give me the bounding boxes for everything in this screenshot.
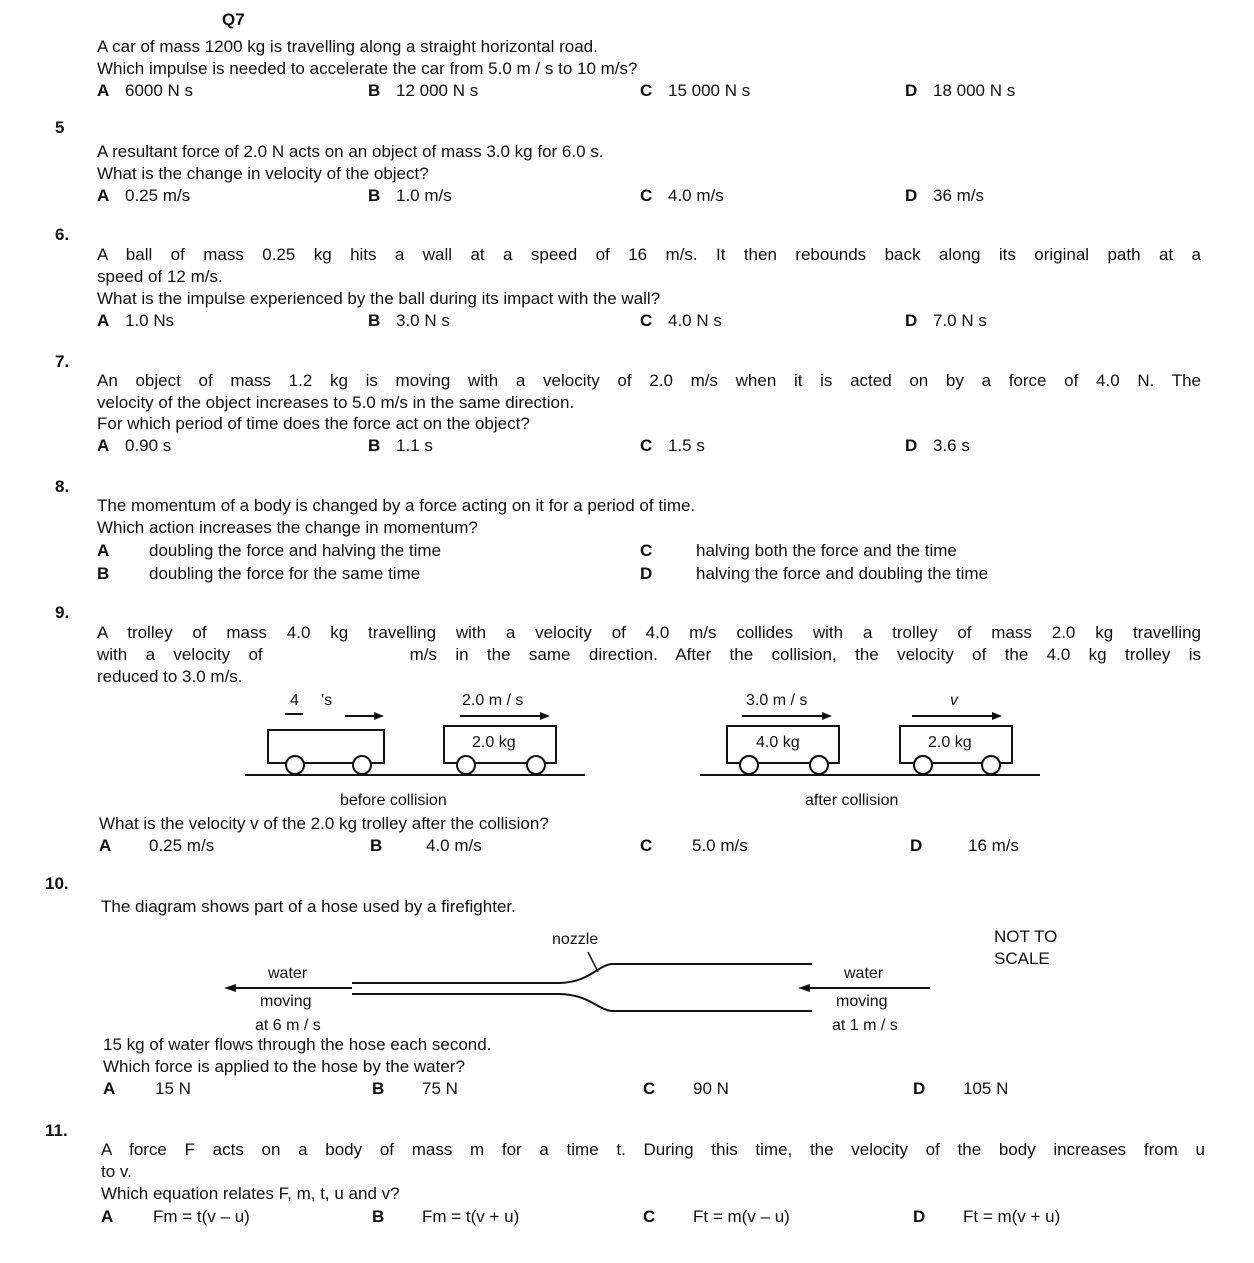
- question-number: 7.: [55, 352, 70, 371]
- option-letter: A: [97, 186, 110, 205]
- hose-upper-wall: [352, 964, 812, 983]
- trolley-4kg-before: [268, 730, 384, 763]
- wheel: [810, 756, 828, 774]
- wheel: [914, 756, 932, 774]
- option-text: doubling the force and halving the time: [149, 541, 442, 560]
- question-number: 8.: [55, 477, 70, 496]
- option-letter: C: [640, 541, 653, 560]
- nozzle-label: nozzle: [552, 931, 599, 948]
- option-text: 7.0 N s: [933, 311, 987, 330]
- scale-note-line2: SCALE: [994, 949, 1050, 968]
- left-flow-label-2: moving: [260, 993, 312, 1010]
- wheel: [457, 756, 475, 774]
- question-text: The diagram shows part of a hose used by a firefighter.: [101, 897, 516, 916]
- option-text: 4.0 m/s: [668, 186, 724, 205]
- option-text: 18 000 N s: [933, 81, 1016, 100]
- question-text: 15 kg of water flows through the hose each second.: [103, 1035, 492, 1054]
- question-text: Which impulse is needed to accelerate the car from 5.0 m / s to 10 m/s?: [97, 59, 638, 78]
- option-letter: D: [905, 186, 918, 205]
- question-text: What is the change in velocity of the object?: [97, 164, 429, 183]
- option-a[interactable]: [97, 541, 441, 561]
- after-velocity-1-label: 3.0 m / s: [746, 692, 808, 709]
- option-letter: C: [640, 81, 653, 100]
- option-letter: B: [370, 836, 383, 855]
- option-letter: A: [101, 1207, 114, 1226]
- option-b[interactable]: [368, 436, 433, 456]
- option-c[interactable]: [640, 186, 724, 206]
- question-number: Q7: [222, 10, 245, 29]
- wheel: [740, 756, 758, 774]
- wheel: [527, 756, 545, 774]
- option-letter: D: [913, 1079, 926, 1098]
- option-text: 1.0 Ns: [125, 311, 175, 330]
- option-letter: A: [97, 541, 110, 560]
- question-text: speed of 12 m/s.: [97, 267, 223, 286]
- scale-note-line1: NOT TO: [994, 927, 1058, 946]
- question-text: A force F acts on a body of mass m for a time t. During this time, the velocity of the body increases from u: [101, 1140, 1205, 1159]
- before-velocity-1-label: 4 's: [290, 692, 333, 709]
- option-b[interactable]: [368, 81, 478, 101]
- question-text: with a velocity of m/s in the same direction. After the collision, the velocity of the 4.0 kg trolley is: [97, 645, 1201, 664]
- question-text: to v.: [101, 1162, 132, 1181]
- question-number: 9.: [55, 603, 70, 622]
- option-text: Ft = m(v – u): [693, 1207, 790, 1226]
- option-c[interactable]: [640, 836, 748, 856]
- option-letter: A: [103, 1079, 116, 1098]
- question-text: A ball of mass 0.25 kg hits a wall at a speed of 16 m/s. It then rebounds back along its original path at a: [97, 245, 1201, 264]
- option-text: 0.25 m/s: [125, 186, 191, 205]
- option-letter: C: [640, 836, 653, 855]
- before-mass-2-label: 2.0 kg: [472, 734, 516, 751]
- question-text: The momentum of a body is changed by a force acting on it for a period of time.: [97, 496, 696, 515]
- question-text: reduced to 3.0 m/s.: [97, 667, 243, 686]
- option-d[interactable]: [910, 836, 1019, 856]
- question-text: For which period of time does the force act on the object?: [97, 414, 530, 433]
- option-d[interactable]: [913, 1079, 1008, 1099]
- before-caption: before collision: [340, 792, 447, 809]
- wheel: [286, 756, 304, 774]
- right-flow-label-3: at 1 m / s: [832, 1017, 898, 1034]
- question-text: velocity of the object increases to 5.0 m/s in the same direction.: [97, 393, 575, 412]
- option-letter: C: [640, 186, 653, 205]
- option-letter: C: [643, 1207, 656, 1226]
- question-text: What is the impulse experienced by the ball during its impact with the wall?: [97, 289, 661, 308]
- option-text: 15 N: [155, 1079, 191, 1098]
- option-text: 0.90 s: [125, 436, 172, 455]
- option-d[interactable]: [913, 1207, 1060, 1227]
- option-b[interactable]: [370, 836, 482, 856]
- option-c[interactable]: [640, 311, 722, 331]
- option-d[interactable]: [905, 186, 984, 206]
- option-letter: D: [905, 436, 918, 455]
- option-a[interactable]: [97, 186, 190, 206]
- option-letter: C: [643, 1079, 656, 1098]
- option-text: 15 000 N s: [668, 81, 751, 100]
- after-velocity-2-label: v: [950, 692, 958, 709]
- hose-lower-wall: [352, 994, 812, 1011]
- question-text: Which equation relates F, m, t, u and v?: [101, 1184, 400, 1203]
- option-b[interactable]: [372, 1207, 519, 1227]
- option-text: 16 m/s: [968, 836, 1020, 855]
- option-a[interactable]: [97, 436, 171, 456]
- option-b[interactable]: [97, 564, 420, 584]
- left-flow-label-3: at 6 m / s: [255, 1017, 321, 1034]
- question-number: 10.: [45, 874, 69, 893]
- question-text: A trolley of mass 4.0 kg travelling with a velocity of 4.0 m/s collides with a trolley of mass 2.0 kg travelling: [97, 623, 1201, 642]
- option-letter: B: [372, 1207, 385, 1226]
- option-text: 75 N: [422, 1079, 458, 1098]
- option-letter: B: [97, 564, 110, 583]
- option-letter: A: [99, 836, 112, 855]
- option-text: 0.25 m/s: [149, 836, 215, 855]
- option-text: 36 m/s: [933, 186, 985, 205]
- left-flow-label-1: water: [268, 965, 308, 982]
- option-text: 90 N: [693, 1079, 729, 1098]
- option-letter: B: [368, 186, 381, 205]
- question-text: A car of mass 1200 kg is travelling along a straight horizontal road.: [97, 37, 598, 56]
- option-text: 12 000 N s: [396, 81, 479, 100]
- option-b[interactable]: [368, 311, 450, 331]
- option-letter: C: [640, 311, 653, 330]
- option-b[interactable]: [368, 186, 452, 206]
- after-mass-2-label: 2.0 kg: [928, 734, 972, 751]
- option-text: 4.0 m/s: [426, 836, 482, 855]
- option-b[interactable]: [372, 1079, 458, 1099]
- option-text: 4.0 N s: [668, 311, 722, 330]
- nozzle-pointer: [588, 952, 598, 972]
- option-text: halving both the force and the time: [696, 541, 957, 560]
- option-d[interactable]: [905, 311, 987, 331]
- option-a[interactable]: [103, 1079, 191, 1099]
- option-letter: B: [368, 436, 381, 455]
- option-text: 1.0 m/s: [396, 186, 452, 205]
- option-c[interactable]: [640, 81, 750, 101]
- wheel: [982, 756, 1000, 774]
- question-text: Which force is applied to the hose by the water?: [103, 1057, 465, 1076]
- option-c[interactable]: [640, 541, 957, 561]
- option-text: 1.1 s: [396, 436, 433, 455]
- option-c[interactable]: [640, 436, 705, 456]
- option-text: 3.0 N s: [396, 311, 450, 330]
- option-letter: D: [640, 564, 653, 583]
- option-text: Fm = t(v + u): [422, 1207, 520, 1226]
- option-a[interactable]: [97, 81, 193, 101]
- right-flow-label-1: water: [844, 965, 884, 982]
- question-text: An object of mass 1.2 kg is moving with a velocity of 2.0 m/s when it is acted on by a force of 4.0 N. The: [97, 371, 1201, 390]
- option-text: Fm = t(v – u): [153, 1207, 250, 1226]
- question-text: Which action increases the change in momentum?: [97, 518, 478, 537]
- option-text: 6000 N s: [125, 81, 194, 100]
- option-a[interactable]: [97, 311, 174, 331]
- option-text: 1.5 s: [668, 436, 705, 455]
- option-letter: A: [97, 436, 110, 455]
- option-a[interactable]: [99, 836, 214, 856]
- question-text: A resultant force of 2.0 N acts on an object of mass 3.0 kg for 6.0 s.: [97, 142, 604, 161]
- right-flow-label-2: moving: [836, 993, 888, 1010]
- option-letter: B: [372, 1079, 385, 1098]
- option-text: halving the force and doubling the time: [696, 564, 989, 583]
- question-number: 11.: [45, 1121, 68, 1140]
- option-d[interactable]: [640, 564, 988, 584]
- after-mass-1-label: 4.0 kg: [756, 734, 800, 751]
- option-letter: B: [368, 311, 381, 330]
- option-letter: A: [97, 81, 110, 100]
- question-text: What is the velocity v of the 2.0 kg trolley after the collision?: [99, 814, 549, 833]
- option-letter: A: [97, 311, 110, 330]
- option-letter: B: [368, 81, 381, 100]
- option-text: 5.0 m/s: [692, 836, 748, 855]
- option-letter: D: [905, 81, 918, 100]
- option-a[interactable]: [101, 1207, 250, 1227]
- option-letter: D: [910, 836, 923, 855]
- option-c[interactable]: [643, 1207, 790, 1227]
- question-number: 5: [55, 118, 65, 137]
- before-velocity-2-label: 2.0 m / s: [462, 692, 524, 709]
- option-d[interactable]: [905, 81, 1015, 101]
- question-number: 6.: [55, 225, 70, 244]
- option-letter: C: [640, 436, 653, 455]
- option-d[interactable]: [905, 436, 970, 456]
- option-c[interactable]: [643, 1079, 729, 1099]
- option-text: 105 N: [963, 1079, 1009, 1098]
- option-letter: D: [913, 1207, 926, 1226]
- after-caption: after collision: [805, 792, 899, 809]
- option-letter: D: [905, 311, 918, 330]
- option-text: Ft = m(v + u): [963, 1207, 1061, 1226]
- option-text: 3.6 s: [933, 436, 970, 455]
- wheel: [353, 756, 371, 774]
- option-text: doubling the force for the same time: [149, 564, 421, 583]
